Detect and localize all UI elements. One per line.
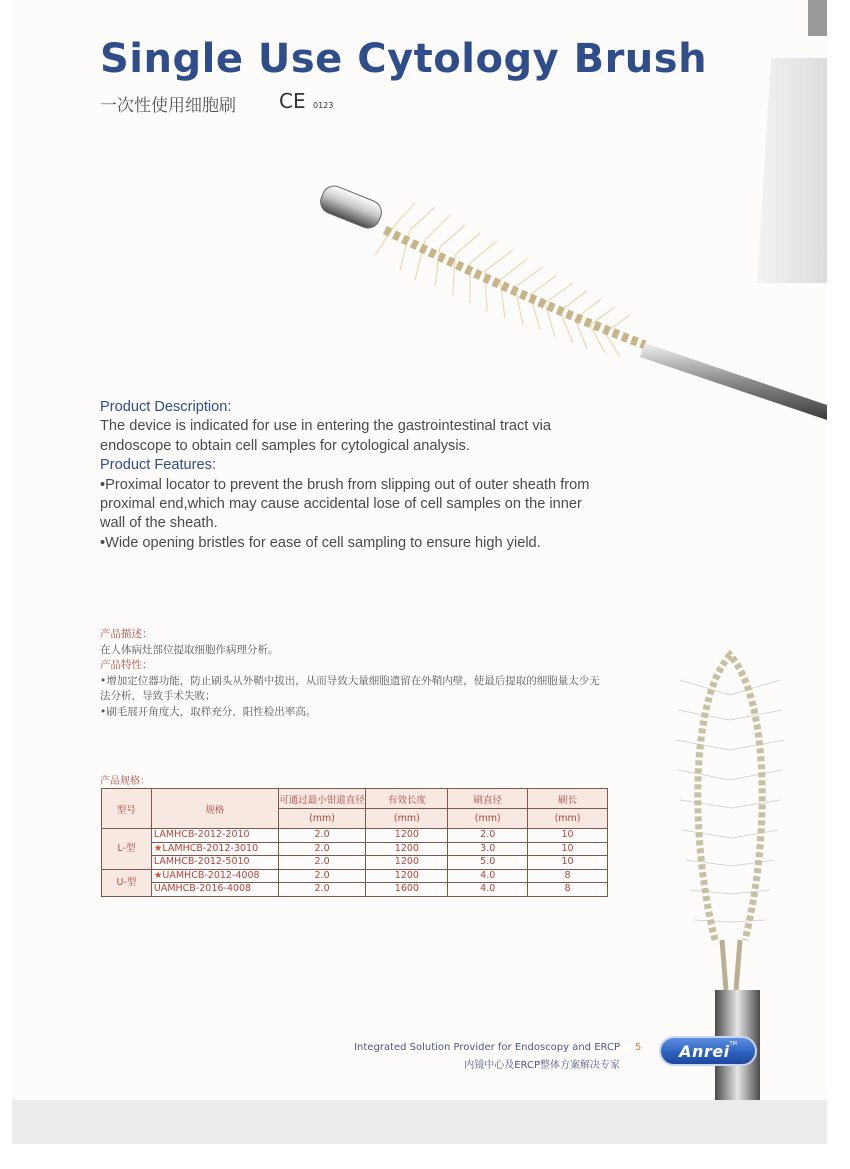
- channel-cell: 2.0: [278, 883, 366, 897]
- header-model: 规格: [151, 789, 278, 829]
- diameter-cell: 3.0: [448, 842, 528, 856]
- length-cell: 1600: [366, 883, 448, 897]
- brush-length-cell: 8: [528, 869, 608, 883]
- diameter-cell: 4.0: [448, 883, 528, 897]
- footer-tagline-en: Integrated Solution Provider for Endoscopy and ERCP: [354, 1042, 620, 1053]
- type-cell: U-型: [102, 869, 152, 896]
- brush-length-cell: 8: [528, 883, 608, 897]
- type-cell: L-型: [102, 829, 152, 870]
- brush-tip-photo: [315, 185, 827, 420]
- brush-bristles-right: [676, 680, 784, 922]
- diameter-cell: 4.0: [448, 869, 528, 883]
- model-code: LAMHCB-2012-3010: [162, 842, 259, 854]
- star-icon: ★: [153, 869, 163, 881]
- unit-cell: (mm): [278, 809, 366, 829]
- model-cell: [151, 856, 278, 870]
- model-cell: [151, 883, 278, 897]
- logo-text: Anrei: [679, 1041, 730, 1061]
- table-row: [102, 829, 608, 843]
- page-title: Single Use Cytology Brush: [100, 36, 708, 82]
- channel-cell: 2.0: [278, 842, 366, 856]
- length-cell: 1200: [366, 869, 448, 883]
- brush-loop: [698, 655, 762, 940]
- table-row: [102, 842, 608, 856]
- description-heading: Product Description:: [100, 399, 232, 415]
- ce-number: 0123: [313, 101, 334, 110]
- features-heading-cn: 产品特性：: [100, 659, 153, 671]
- length-cell: 1200: [366, 856, 448, 870]
- brush-stem: [722, 940, 740, 990]
- scan-edge-strip: [808, 0, 827, 36]
- description-heading-cn: 产品描述：: [100, 628, 153, 640]
- feature-item-cn: •刷毛展开角度大，取样充分，阳性检出率高。: [100, 705, 317, 718]
- feature-item: •Wide opening bristles for ease of cell sampling to ensure high yield.: [100, 534, 541, 551]
- model-code: LAMHCB-2012-2010: [153, 829, 250, 841]
- header-brush-length: 刷长: [528, 789, 608, 809]
- model-cell: [151, 829, 278, 843]
- footer-tagline-cn: 内镜中心及ERCP整体方案解决专家: [464, 1060, 620, 1071]
- spec-table: [101, 788, 608, 897]
- table-row: [102, 856, 608, 870]
- header-length: 有效长度: [366, 789, 448, 809]
- channel-cell: 2.0: [278, 869, 366, 883]
- brush-length-cell: 10: [528, 856, 608, 870]
- feature-item-cn: •增加定位器功能，防止刷头从外鞘中拔出，从而导致大量细胞遗留在外鞘内壁，使最后提取的细胞量太少无法分析，导致手术失败；: [100, 674, 600, 702]
- page-subtitle-cn: 一次性使用细胞刷: [100, 96, 236, 116]
- brush-rod: [640, 343, 827, 420]
- table-row: [102, 883, 608, 897]
- channel-cell: 2.0: [278, 829, 366, 843]
- unit-cell: (mm): [528, 809, 608, 829]
- unit-cell: (mm): [448, 809, 528, 829]
- unit-cell: (mm): [366, 809, 448, 829]
- ce-mark-icon: CE: [279, 89, 306, 113]
- description-text-cn: 在人体病灶部位提取细胞作病理分析。: [100, 643, 279, 656]
- spec-heading: 产品规格：: [100, 776, 150, 787]
- brush-length-cell: 10: [528, 842, 608, 856]
- logo-tm: TM: [729, 1041, 737, 1047]
- model-cell: [151, 842, 278, 856]
- model-code: LAMHCB-2012-5010: [153, 856, 250, 868]
- model-code: UAMHCB-2016-4008: [153, 883, 252, 895]
- star-icon: ★: [153, 842, 163, 854]
- features-heading: Product Features:: [100, 457, 216, 474]
- brush-closeup-photo: [660, 640, 810, 1100]
- model-cell: [151, 869, 278, 883]
- description-text: The device is indicated for use in entering the gastrointestinal tract via endoscope to obtain cell samples for cytological analysis.: [100, 418, 552, 454]
- model-code: UAMHCB-2012-4008: [162, 869, 260, 881]
- table-header-row: [102, 789, 608, 809]
- page-number: 5: [635, 1042, 642, 1053]
- channel-cell: 2.0: [278, 856, 366, 870]
- diameter-cell: 5.0: [448, 856, 528, 870]
- scan-bottom-band: [12, 1100, 827, 1144]
- header-type: 型号: [102, 789, 152, 829]
- brush-length-cell: 10: [528, 829, 608, 843]
- header-channel: 可通过最小钳道直径: [278, 789, 366, 809]
- feature-item: •Proximal locator to prevent the brush from slipping out of outer sheath from proximal end,which may cause accidental lose of cell samples on the inner wall of the sheath.: [100, 476, 590, 532]
- table-row: [102, 869, 608, 883]
- length-cell: 1200: [366, 842, 448, 856]
- header-brush-diameter: 刷直径: [448, 789, 528, 809]
- description-en: [100, 398, 605, 553]
- brush-tip-cap: [317, 185, 385, 232]
- brush-bristles: [375, 203, 630, 357]
- brush-twisted-wire: [385, 230, 645, 345]
- diameter-cell: 2.0: [448, 829, 528, 843]
- description-cn: [100, 627, 610, 720]
- length-cell: 1200: [366, 829, 448, 843]
- anrei-logo: [659, 1036, 757, 1066]
